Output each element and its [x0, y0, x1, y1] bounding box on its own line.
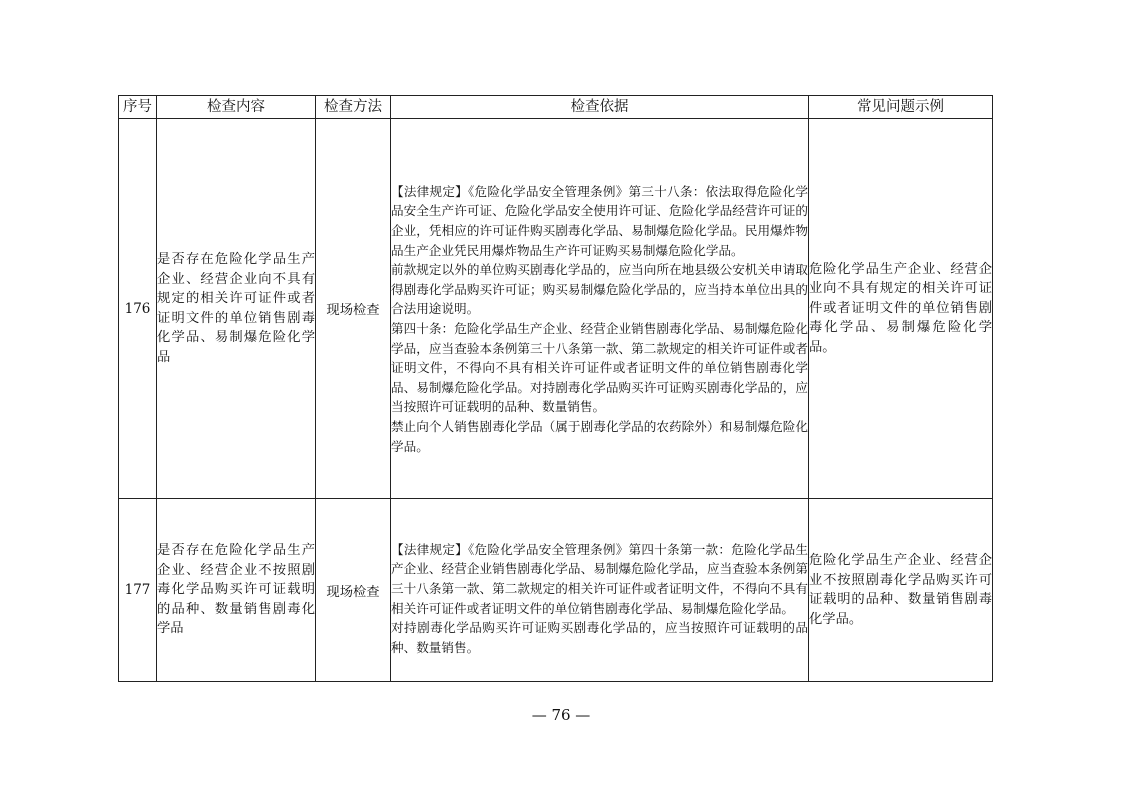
row-basis	[391, 119, 809, 499]
row-issue: 危险化学品生产企业、经营企业不按照剧毒化学品购买许可证载明的品种、数量销售剧毒化学品。	[809, 499, 993, 682]
row-method: 现场检查	[316, 499, 391, 682]
header-issue: 常见问题示例	[809, 96, 993, 119]
basis-paragraph: 【法律规定】《危险化学品安全管理条例》第四十条第一款：危险化学品生产企业、经营企业销售剧毒化学品、易制爆危险化学品，应当查验本条例第三十八条第一款、第二款规定的相关许可证件或者证明文件，不得向不具有相关许可证件或者证明文件的单位销售剧毒化学品、易制爆危险化学品。	[391, 541, 808, 616]
row-method: 现场检查	[316, 119, 391, 499]
basis-paragraph: 禁止向个人销售剧毒化学品（属于剧毒化学品的农药除外）和易制爆危险化学品。	[391, 418, 808, 454]
row-content: 是否存在危险化学品生产企业、经营企业不按照剧毒化学品购买许可证载明的品种、数量销售剧毒化学品	[157, 499, 316, 682]
inspection-table	[118, 95, 993, 682]
row-issue: 危险化学品生产企业、经营企业向不具有规定的相关许可证件或者证明文件的单位销售剧毒化学品、易制爆危险化学品。	[809, 119, 993, 499]
page-number: — 76 —	[531, 706, 591, 724]
basis-paragraph: 【法律规定】《危险化学品安全管理条例》第三十八条：依法取得危险化学品安全生产许可证、危险化学品安全使用许可证、危险化学品经营许可证的企业，凭相应的许可证件购买剧毒化学品、易制爆危险化学品。民用爆炸物品生产企业凭民用爆炸物品生产许可证购买易制爆危险化学品。	[391, 183, 808, 258]
basis-paragraph: 第四十条：危险化学品生产企业、经营企业销售剧毒化学品、易制爆危险化学品，应当查验本条例第三十八条第一款、第二款规定的相关许可证件或者证明文件，不得向不具有相关许可证件或者证明文件的单位销售剧毒化学品、易制爆危险化学品。对持剧毒化学品购买许可证购买剧毒化学品的，应当按照许可证载明的品种、数量销售。	[391, 321, 808, 415]
header-content: 检查内容	[157, 96, 316, 119]
table-row	[119, 499, 993, 682]
table-header-row	[119, 96, 993, 119]
row-index: 176	[119, 119, 157, 499]
row-content: 是否存在危险化学品生产企业、经营企业向不具有规定的相关许可证件或者证明文件的单位销售剧毒化学品、易制爆危险化学品	[157, 119, 316, 499]
basis-paragraph: 前款规定以外的单位购买剧毒化学品的，应当向所在地县级公安机关申请取得剧毒化学品购买许可证；购买易制爆危险化学品的，应当持本单位出具的合法用途说明。	[391, 262, 808, 317]
header-basis: 检查依据	[391, 96, 809, 119]
basis-paragraph: 对持剧毒化学品购买许可证购买剧毒化学品的，应当按照许可证载明的品种、数量销售。	[391, 620, 808, 655]
header-index: 序号	[119, 96, 157, 119]
header-method: 检查方法	[316, 96, 391, 119]
row-index: 177	[119, 499, 157, 682]
row-basis	[391, 499, 809, 682]
table-row	[119, 119, 993, 499]
